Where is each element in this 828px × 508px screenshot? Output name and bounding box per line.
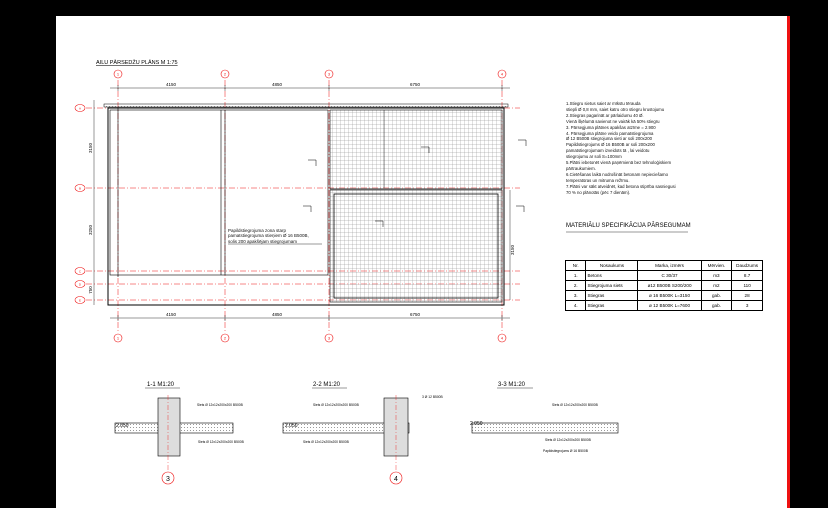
mesh-area-lower [330, 190, 502, 302]
axis-label-1-top: 1 [116, 71, 120, 77]
table-cell: ø 16 B500K L=3150 [638, 291, 701, 301]
axis-label-4-bottom: 4 [500, 335, 504, 341]
table-cell: 3. [566, 291, 586, 301]
section-3-level: 2.050 [470, 421, 483, 427]
plan-title: AILU PĀRSEDŽU PLĀNS M 1:75 [96, 60, 178, 66]
note-line: Vienā šķēlumā savienot ne vairāk kā 50% stiegru [566, 118, 660, 124]
axis-label-4-top: 4 [500, 71, 504, 77]
section-1-title: 1-1 M1:20 [147, 382, 175, 388]
dim-left-2: 3250 [88, 224, 93, 236]
dim-bottom-1: 4150 [165, 312, 177, 317]
spec-table [565, 260, 763, 311]
table-cell: gab. [701, 301, 732, 311]
note-line: Papildstiegrojums Ø 16 B500B ar soli 200x200 [566, 142, 655, 148]
table-cell: gab. [701, 291, 732, 301]
dim-bottom-2: 4850 [271, 312, 283, 317]
note-line: stiepli Ø 0,8 mm, saiet katru otro stiegru krustojumu [566, 106, 665, 112]
table-cell: ø12 B500B S200/200 [638, 281, 701, 291]
table-cell: Stiegrojuma siets [586, 281, 638, 291]
table-cell: Stiegras [586, 301, 638, 311]
axis-label-3-top: 3 [327, 71, 331, 77]
note-line: 70 % no plānotās (pēc 7 dienām). [566, 189, 631, 195]
note-line: 5.Plātni iebetonēt vienā paņēmienā bez tehnoloģiskiem [566, 160, 672, 166]
axis-label-1-bottom: 1 [116, 335, 120, 341]
dim-left-3: 750 [88, 286, 93, 294]
axis-label-B: B [78, 186, 82, 191]
note-line: pārtraukumiem. [566, 165, 596, 171]
table-cell: m3 [701, 271, 732, 281]
table-cell: C 30/37 [638, 271, 701, 281]
table-cell: 4. [566, 301, 586, 311]
section-2-title: 2-2 M1:20 [313, 382, 341, 388]
section-1-top-label: Siets Ø 12x12x200x200 B500B [197, 403, 243, 407]
dim-top-2: 4850 [271, 82, 283, 87]
section-3-top-label: Siets Ø 12x12x200x200 B500B [552, 403, 598, 407]
table-row [566, 301, 763, 311]
note-line: stiegrojumu ar soli S=100mm [566, 154, 622, 160]
section-2-level: 2.050 [285, 423, 298, 429]
note-line: Ø 12 B500B stiegrojuma sieti ar soli 200x200 [566, 136, 652, 142]
section-3-extra-label: Papildstiegrojums Ø 16 B500B [543, 449, 588, 453]
section-2-top-label: Siets Ø 12x12x200x200 B500B [313, 403, 359, 407]
general-notes [566, 101, 676, 196]
spec-title: MATERIĀLU SPECIFIKĀCIJA PĀRSEGUMAM [566, 223, 691, 229]
dim-top-1: 4150 [165, 82, 177, 87]
axis-label-2-top: 2 [223, 71, 227, 77]
note-line: 7.Plātni var sākt atveidnēt, kad betona stiprība sasniegusi [566, 183, 676, 189]
dim-right-1: 3150 [510, 244, 515, 256]
table-cell: 8.7 [732, 271, 763, 281]
sheet-edge [787, 16, 790, 508]
note-line: pamatstiegrojumam izveidots tā , lai veidotu [566, 148, 650, 154]
spec-header-name: Nosaukums [586, 261, 638, 271]
table-cell: 2. [566, 281, 586, 291]
section-1-1 [115, 382, 245, 484]
note-line: 3. Pārsegjuma plātnes apakšas atzīme = 2.900 [566, 124, 656, 130]
dim-top-3: 6750 [409, 82, 421, 87]
axis-label-A: A [78, 106, 82, 111]
axis-label-E: E [78, 298, 82, 303]
table-cell: Stiegras [586, 291, 638, 301]
axis-label-2-bottom: 2 [223, 335, 227, 341]
table-cell: 3 [732, 301, 763, 311]
table-row [566, 291, 763, 301]
dim-bottom-3: 6750 [409, 312, 421, 317]
spec-header-nr: Nr. [566, 261, 586, 271]
section-3-bottom-label: Siets Ø 12x12x200x200 B500B [545, 438, 591, 442]
mesh-area-upper [330, 110, 502, 189]
table-cell: 1. [566, 271, 586, 281]
spec-header-unit: Mērvien. [701, 261, 732, 271]
section-1-axis: 3 [166, 476, 170, 483]
table-cell: Betons [586, 271, 638, 281]
table-cell: ø 12 B500K L=7600 [638, 301, 701, 311]
note-line: 2.Stiegras pagarināt ar pārlaidumu 40 Ø. [566, 112, 644, 118]
section-2-extra-label: 3 Ø 12 B500B [422, 395, 443, 399]
note-line: temperatūras un mitruma režīmu. [566, 177, 630, 183]
section-1-level: 2.050 [116, 423, 129, 429]
section-2-bottom-label: Siets Ø 12x12x200x200 B500B [303, 440, 349, 444]
note-line: 4. Pārsegjuma plātne veido pamatstiegrojuma [566, 130, 654, 136]
table-cell: 28 [732, 291, 763, 301]
note-line: 1.Stiegru sietus saiet ar mīkstu tērauda [566, 101, 641, 106]
section-2-2 [283, 382, 444, 484]
spec-header-mark: Marka, izmērs [638, 261, 701, 271]
section-3-3 [470, 382, 618, 453]
note-line: 6.Cietēšanas laikā nodrošināt betonam nepieciešamo [566, 171, 668, 177]
section-3-title: 3-3 M1:20 [498, 382, 526, 388]
table-cell: 110 [732, 281, 763, 291]
section-2-axis: 4 [394, 476, 398, 483]
dim-left-1: 3150 [88, 142, 93, 154]
axis-label-3-bottom: 3 [327, 335, 331, 341]
spec-header-qty: Daudzums [732, 261, 763, 271]
axis-label-C: C [78, 269, 82, 274]
reinforcement-annotation: Papildstiegrojuma zona starp pamatstiegrojuma stieņiem Ø 16 B500B, solis 200 apakšējam stiegrojumam [228, 228, 309, 244]
section-1-bottom-label: Siets Ø 12x12x200x200 B500B [198, 440, 244, 444]
table-row [566, 271, 763, 281]
table-row [566, 281, 763, 291]
axis-label-D: D [78, 282, 82, 287]
table-cell: m2 [701, 281, 732, 291]
